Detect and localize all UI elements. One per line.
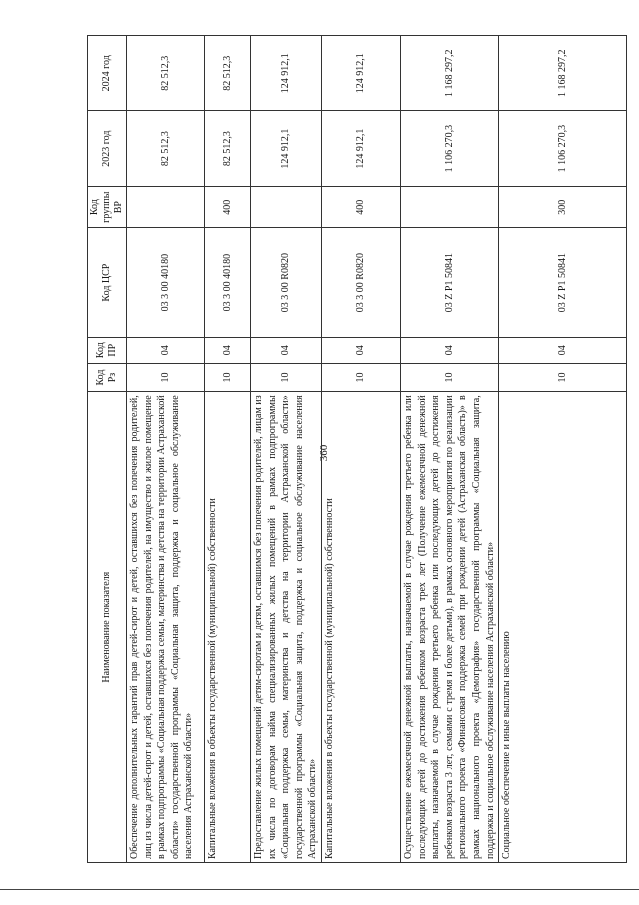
cell-y2023: 82 512,3 (127, 111, 205, 186)
table-row (251, 36, 322, 863)
cell-y2023: 124 912,1 (321, 111, 400, 186)
cell-y2023: 1 106 270,3 (400, 111, 498, 186)
cell-y2023: 82 512,3 (205, 111, 251, 186)
cell-y2024: 1 168 297,2 (499, 36, 627, 111)
cell-rz: 10 (205, 363, 251, 392)
cell-y2024: 82 512,3 (205, 36, 251, 111)
table-row (127, 36, 205, 863)
table-row (321, 36, 400, 863)
cell-name: Обеспечение дополнительных гарантий прав детей-сирот и детей, оставшихся без попечения родителей, лиц из числа детей-сирот и детей, оставшихся без попечения родителей, на имущество и жилое помещение в рамках подпрограммы «Социальная поддержка семьи, материнства и детства на территории Астраханской области» государственной программы «Социальная защита, поддержка и социальное обслуживание населения Астраханской области» (127, 392, 205, 863)
cell-vr: 300 (499, 186, 627, 228)
cell-vr (400, 186, 498, 228)
budget-table (87, 35, 627, 863)
cell-y2023: 1 106 270,3 (499, 111, 627, 186)
header-vr: Код группы ВР (88, 186, 127, 228)
cell-vr: 400 (321, 186, 400, 228)
cell-pr: 04 (205, 337, 251, 363)
header-y2023: 2023 год (88, 111, 127, 186)
header-y2024: 2024 год (88, 36, 127, 111)
table-row (499, 36, 627, 863)
cell-name: Предоставление жилых помещений детям-сиротам и детям, оставшимся без попечения родителей, лицам из их числа по договорам найма специализированных жилых помещений в рамках подпрограммы «Социальная поддержка семьи, материнства и детства на территории Астраханской области» государственной программы «Социальная защита, поддержка и социальное обслуживание населения Астраханской области» (251, 392, 322, 863)
cell-pr: 04 (400, 337, 498, 363)
cell-csr: 03 3 00 R0820 (321, 228, 400, 337)
cell-y2023: 124 912,1 (251, 111, 322, 186)
cell-y2024: 124 912,1 (251, 36, 322, 111)
table-header-row (88, 36, 127, 863)
cell-rz: 10 (251, 363, 322, 392)
page-number: 360 (318, 444, 330, 462)
cell-name: Капитальные вложения в объекты государственной (муниципальной) собственности (321, 392, 400, 863)
cell-vr: 400 (205, 186, 251, 228)
cell-csr: 03 Z P1 50841 (400, 228, 498, 337)
cell-rz: 10 (321, 363, 400, 392)
cell-rz: 10 (127, 363, 205, 392)
cell-csr: 03 3 00 40180 (205, 228, 251, 337)
cell-vr (127, 186, 205, 228)
cell-rz: 10 (400, 363, 498, 392)
cell-rz: 10 (499, 363, 627, 392)
cell-y2024: 82 512,3 (127, 36, 205, 111)
cell-csr: 03 Z P1 50841 (499, 228, 627, 337)
cell-name: Социальное обеспечение и иные выплаты населению (499, 392, 627, 863)
cell-csr: 03 3 00 R0820 (251, 228, 322, 337)
cell-pr: 04 (499, 337, 627, 363)
header-rz: Код Рз (88, 363, 127, 392)
cell-y2024: 1 168 297,2 (400, 36, 498, 111)
cell-pr: 04 (251, 337, 322, 363)
cell-vr (251, 186, 322, 228)
cell-name: Капитальные вложения в объекты государственной (муниципальной) собственности (205, 392, 251, 863)
rotated-table-container (87, 35, 568, 863)
cell-y2024: 124 912,1 (321, 36, 400, 111)
table-row (400, 36, 498, 863)
header-csr: Код ЦСР (88, 228, 127, 337)
table-row (205, 36, 251, 863)
cell-pr: 04 (321, 337, 400, 363)
header-pr: Код ПР (88, 337, 127, 363)
cell-name: Осуществление ежемесячной денежной выплаты, назначаемой в случае рождения третьего ребенка или последующих детей до достижения ребенком возраста трех лет (Получение ежемесячной денежной выплаты, назначаемой в случае рождения третьего ребенка или последующих детей до достижения ребенком возраста 3 лет, семьями с тремя и более детьми), в рамках основного мероприятия по реализации регионального проекта «Финансовая поддержка семей при рождении детей (Астраханская область)» в рамках национального проекта «Демография» государственной программы «Социальная защита, поддержка и социальное обслуживание населения Астраханской области» (400, 392, 498, 863)
header-name: Наименование показателя (88, 392, 127, 863)
cell-csr: 03 3 00 40180 (127, 228, 205, 337)
bottom-rule (0, 889, 639, 890)
cell-pr: 04 (127, 337, 205, 363)
